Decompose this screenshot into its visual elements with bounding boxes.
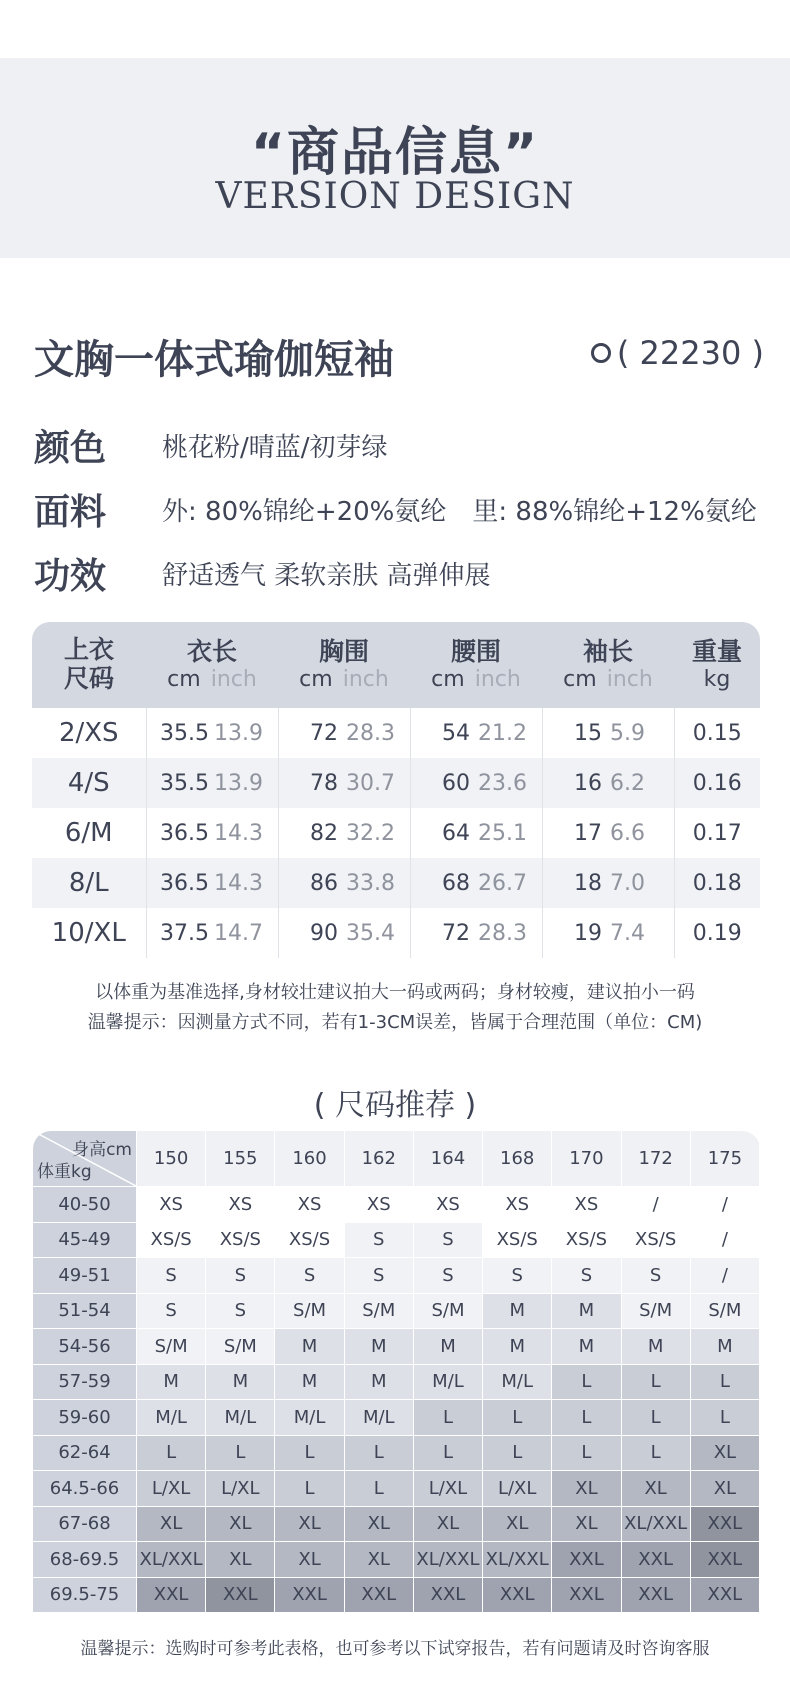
length-cell: 35.5 13.9	[146, 758, 278, 808]
recommend-table	[32, 1130, 760, 1613]
info-label: 面料	[34, 492, 107, 533]
recommend-size-cell: M	[275, 1329, 344, 1365]
size-row	[32, 908, 760, 958]
size-cell: 6/M	[64, 818, 113, 848]
size-note-2: 温馨提示：因测量方式不同，若有1-3CM误差，皆属于合理范围（单位：CM)	[87, 1012, 703, 1033]
recommend-size-cell: S/M	[275, 1293, 344, 1329]
recommend-size-cell: S	[344, 1258, 413, 1294]
weight-range-cell: 67-68	[33, 1506, 137, 1542]
recommend-size-cell: XL	[413, 1506, 482, 1542]
recommend-row	[33, 1329, 760, 1365]
recommend-size-cell: M	[621, 1329, 690, 1365]
size-table-header	[32, 622, 760, 708]
sleeve-cell: 15 5.9	[542, 708, 674, 758]
recommend-size-cell: XS	[206, 1187, 275, 1223]
height-header: 160	[275, 1131, 344, 1187]
chest-cell: 82 32.2	[278, 808, 410, 858]
length-cell: 36.5 14.3	[146, 858, 278, 908]
recommend-size-cell: L/XL	[413, 1471, 482, 1507]
recommend-size-cell: M	[552, 1293, 621, 1329]
recommend-size-cell: L	[206, 1435, 275, 1471]
recommend-size-cell: L	[413, 1435, 482, 1471]
weight-range-cell: 54-56	[33, 1329, 137, 1365]
recommend-size-cell: S/M	[621, 1293, 690, 1329]
size-note-1: 以体重为基准选择,身材较壮建议拍大一码或两码；身材较瘦，建议拍小一码	[95, 982, 695, 1003]
recommend-header-row	[33, 1131, 760, 1187]
recommend-size-cell: XL	[690, 1471, 759, 1507]
recommend-size-cell: XS	[552, 1187, 621, 1223]
header-subtitle: VERSION DESIGN	[215, 176, 575, 217]
weight-range-cell: 51-54	[33, 1293, 137, 1329]
recommend-size-cell: XL/XXL	[413, 1542, 482, 1578]
recommend-size-cell: L/XL	[206, 1471, 275, 1507]
weight-range-cell: 64.5-66	[33, 1471, 137, 1507]
corner-weight-label: 体重kg	[37, 1162, 92, 1182]
waist-cell: 64 25.1	[410, 808, 542, 858]
sleeve-cell: 16 6.2	[542, 758, 674, 808]
length-cell: 36.5 14.3	[146, 808, 278, 858]
recommend-size-cell: XS/S	[206, 1222, 275, 1258]
recommend-size-cell: XL	[552, 1506, 621, 1542]
recommend-size-cell: S	[483, 1258, 552, 1294]
size-row	[32, 858, 760, 908]
recommend-size-cell: XXL	[206, 1577, 275, 1613]
recommend-size-cell: XS/S	[621, 1222, 690, 1258]
recommend-size-cell: M	[344, 1329, 413, 1365]
recommend-size-cell: XL	[344, 1506, 413, 1542]
size-row	[32, 708, 760, 758]
recommend-size-cell: S/M	[137, 1329, 206, 1365]
size-row	[32, 808, 760, 858]
info-row-color	[34, 420, 388, 471]
product-code	[591, 334, 764, 372]
recommend-size-cell: XS	[344, 1187, 413, 1223]
recommend-size-cell: XL	[275, 1506, 344, 1542]
recommend-row	[33, 1435, 760, 1471]
waist-cell: 72 28.3	[410, 908, 542, 958]
info-row-effect	[34, 548, 491, 599]
recommend-size-cell: L	[552, 1400, 621, 1436]
recommend-row	[33, 1471, 760, 1507]
recommend-size-cell: M	[344, 1364, 413, 1400]
recommend-size-cell: XL/XXL	[621, 1506, 690, 1542]
recommend-size-cell: L	[275, 1471, 344, 1507]
recommend-size-cell: L	[621, 1400, 690, 1436]
height-header: 162	[344, 1131, 413, 1187]
height-header: 150	[137, 1131, 206, 1187]
recommend-size-cell: L	[621, 1364, 690, 1400]
header-size: 上衣 尺码	[32, 622, 146, 708]
recommend-size-cell: L	[621, 1435, 690, 1471]
recommend-size-cell: XXL	[483, 1577, 552, 1613]
info-value: 桃花粉/晴蓝/初芽绿	[162, 433, 388, 463]
recommend-size-cell: S/M	[413, 1293, 482, 1329]
recommend-size-cell: XS	[137, 1187, 206, 1223]
size-cell: 10/XL	[51, 918, 126, 948]
recommend-size-cell: S	[413, 1222, 482, 1258]
recommend-size-cell: M	[483, 1293, 552, 1329]
recommend-size-cell: XL	[552, 1471, 621, 1507]
recommend-row	[33, 1293, 760, 1329]
recommend-size-cell: L	[344, 1471, 413, 1507]
recommend-size-cell: XL	[621, 1471, 690, 1507]
sleeve-cell: 18 7.0	[542, 858, 674, 908]
recommend-size-cell: XL	[690, 1435, 759, 1471]
recommend-size-cell: S	[275, 1258, 344, 1294]
size-cell: 4/S	[32, 758, 146, 808]
waist-cell: 68 26.7	[410, 858, 542, 908]
recommend-size-cell: /	[621, 1187, 690, 1223]
weight-range-cell: 59-60	[33, 1400, 137, 1436]
height-header: 155	[206, 1131, 275, 1187]
info-label: 颜色	[34, 428, 107, 469]
ring-icon	[591, 343, 611, 363]
bottom-note: 温馨提示：选购时可参考此表格，也可参考以下试穿报告，若有问题请及时咨询客服	[80, 1639, 710, 1659]
weight-cell: 0.15	[674, 708, 760, 758]
recommend-size-cell: L	[552, 1435, 621, 1471]
size-row	[32, 758, 760, 808]
info-row-fabric	[34, 484, 757, 535]
recommend-size-cell: XXL	[690, 1506, 759, 1542]
recommend-size-cell: M	[206, 1364, 275, 1400]
recommend-size-cell: XXL	[690, 1577, 759, 1613]
size-cell: 8/L	[32, 858, 146, 908]
sleeve-cell: 19 7.4	[542, 908, 674, 958]
recommend-size-cell: XXL	[275, 1577, 344, 1613]
recommend-size-cell: L	[137, 1435, 206, 1471]
recommend-size-cell: /	[690, 1258, 759, 1294]
recommend-size-cell: M/L	[483, 1364, 552, 1400]
length-cell: 37.5 14.7	[146, 908, 278, 958]
chest-cell: 72 28.3	[278, 708, 410, 758]
recommend-size-cell: XL/XXL	[483, 1542, 552, 1578]
header-chest: 胸围 cm inch	[278, 622, 410, 708]
recommend-size-cell: M/L	[344, 1400, 413, 1436]
recommend-row	[33, 1542, 760, 1578]
recommend-size-cell: L/XL	[137, 1471, 206, 1507]
recommend-row	[33, 1364, 760, 1400]
length-cell: 35.5 13.9	[146, 708, 278, 758]
recommend-row	[33, 1222, 760, 1258]
recommend-size-cell: XS/S	[483, 1222, 552, 1258]
info-value: 舒适透气 柔软亲肤 高弹伸展	[162, 561, 491, 591]
recommend-size-cell: M	[552, 1329, 621, 1365]
recommend-size-cell: XL	[206, 1506, 275, 1542]
info-label: 功效	[34, 556, 107, 597]
recommend-size-cell: L	[483, 1400, 552, 1436]
weight-cell: 0.19	[674, 908, 760, 958]
recommend-row	[33, 1187, 760, 1223]
recommend-size-cell: XXL	[690, 1542, 759, 1578]
weight-cell: 0.18	[674, 858, 760, 908]
recommend-row	[33, 1400, 760, 1436]
waist-cell: 54 21.2	[410, 708, 542, 758]
recommend-size-cell: S/M	[206, 1329, 275, 1365]
chest-cell: 86 33.8	[278, 858, 410, 908]
recommend-row	[33, 1506, 760, 1542]
recommend-size-cell: /	[690, 1187, 759, 1223]
info-value: 外: 80%锦纶+20%氨纶 里: 88%锦纶+12%氨纶	[162, 497, 757, 527]
recommend-size-cell: XS/S	[137, 1222, 206, 1258]
recommend-size-cell: M	[413, 1329, 482, 1365]
chest-cell: 90 35.4	[278, 908, 410, 958]
recommend-size-cell: XXL	[413, 1577, 482, 1613]
header-length: 衣长 cm inch	[146, 622, 278, 708]
recommend-size-cell: XXL	[137, 1577, 206, 1613]
recommend-size-cell: L	[552, 1364, 621, 1400]
height-header: 168	[483, 1131, 552, 1187]
recommend-size-cell: S/M	[690, 1293, 759, 1329]
recommend-size-cell: XL	[483, 1506, 552, 1542]
recommend-row	[33, 1258, 760, 1294]
size-cell: 2/XS	[58, 718, 119, 748]
recommend-size-cell: L	[413, 1400, 482, 1436]
recommend-size-cell: S	[137, 1258, 206, 1294]
height-header: 170	[552, 1131, 621, 1187]
recommend-size-cell: XL	[137, 1506, 206, 1542]
recommend-size-cell: S	[552, 1258, 621, 1294]
size-table	[32, 622, 760, 958]
weight-range-cell: 57-59	[33, 1364, 137, 1400]
header-waist: 腰围 cm inch	[410, 622, 542, 708]
corner-height-label: 身高cm	[72, 1140, 132, 1160]
recommend-size-cell: S	[206, 1293, 275, 1329]
recommend-size-cell: S	[137, 1293, 206, 1329]
product-name: 文胸一体式瑜伽短袖	[34, 337, 394, 383]
weight-cell: 0.16	[674, 758, 760, 808]
recommend-size-cell: XXL	[344, 1577, 413, 1613]
sleeve-cell: 17 6.6	[542, 808, 674, 858]
recommend-size-cell: XS/S	[275, 1222, 344, 1258]
recommend-title: ( 尺码推荐 )	[313, 1088, 477, 1123]
recommend-size-cell: XXL	[621, 1577, 690, 1613]
recommend-size-cell: L	[275, 1435, 344, 1471]
recommend-size-cell: /	[690, 1222, 759, 1258]
recommend-size-cell: L	[690, 1400, 759, 1436]
recommend-size-cell: M/L	[413, 1364, 482, 1400]
weight-range-cell: 45-49	[33, 1222, 137, 1258]
recommend-size-cell: XXL	[552, 1577, 621, 1613]
recommend-size-cell: L	[344, 1435, 413, 1471]
waist-cell: 60 23.6	[410, 758, 542, 808]
chest-cell: 78 30.7	[278, 758, 410, 808]
header-sleeve: 袖长 cm inch	[542, 622, 674, 708]
recommend-size-cell: S	[344, 1222, 413, 1258]
recommend-size-cell: XS	[483, 1187, 552, 1223]
recommend-size-cell: S	[413, 1258, 482, 1294]
recommend-row	[33, 1577, 760, 1613]
weight-range-cell: 62-64	[33, 1435, 137, 1471]
height-header: 172	[621, 1131, 690, 1187]
recommend-size-cell: L	[483, 1435, 552, 1471]
header-weight: 重量 kg	[674, 622, 760, 708]
recommend-size-cell: L	[690, 1364, 759, 1400]
product-code-text: ( 22230 )	[616, 334, 764, 372]
recommend-size-cell: XL/XXL	[137, 1542, 206, 1578]
recommend-size-cell: M	[483, 1329, 552, 1365]
recommend-size-cell: M	[690, 1329, 759, 1365]
weight-range-cell: 49-51	[33, 1258, 137, 1294]
recommend-size-cell: M/L	[275, 1400, 344, 1436]
recommend-size-cell: XS	[413, 1187, 482, 1223]
recommend-size-cell: L/XL	[483, 1471, 552, 1507]
recommend-size-cell: S/M	[344, 1293, 413, 1329]
header-title: “商品信息”	[250, 123, 540, 183]
height-header: 164	[413, 1131, 482, 1187]
height-header: 175	[690, 1131, 759, 1187]
recommend-size-cell: XXL	[621, 1542, 690, 1578]
recommend-size-cell: XS	[275, 1187, 344, 1223]
recommend-size-cell: XL	[206, 1542, 275, 1578]
recommend-size-cell: XL	[344, 1542, 413, 1578]
weight-range-cell: 68-69.5	[33, 1542, 137, 1578]
recommend-size-cell: XL	[275, 1542, 344, 1578]
recommend-size-cell: M/L	[137, 1400, 206, 1436]
weight-cell: 0.17	[674, 808, 760, 858]
weight-range-cell: 69.5-75	[33, 1577, 137, 1613]
recommend-size-cell: XS/S	[552, 1222, 621, 1258]
recommend-size-cell: S	[621, 1258, 690, 1294]
recommend-size-cell: M/L	[206, 1400, 275, 1436]
recommend-size-cell: XXL	[552, 1542, 621, 1578]
recommend-size-cell: M	[275, 1364, 344, 1400]
weight-range-cell: 40-50	[33, 1187, 137, 1223]
recommend-size-cell: M	[137, 1364, 206, 1400]
recommend-corner	[33, 1131, 137, 1187]
recommend-size-cell: S	[206, 1258, 275, 1294]
